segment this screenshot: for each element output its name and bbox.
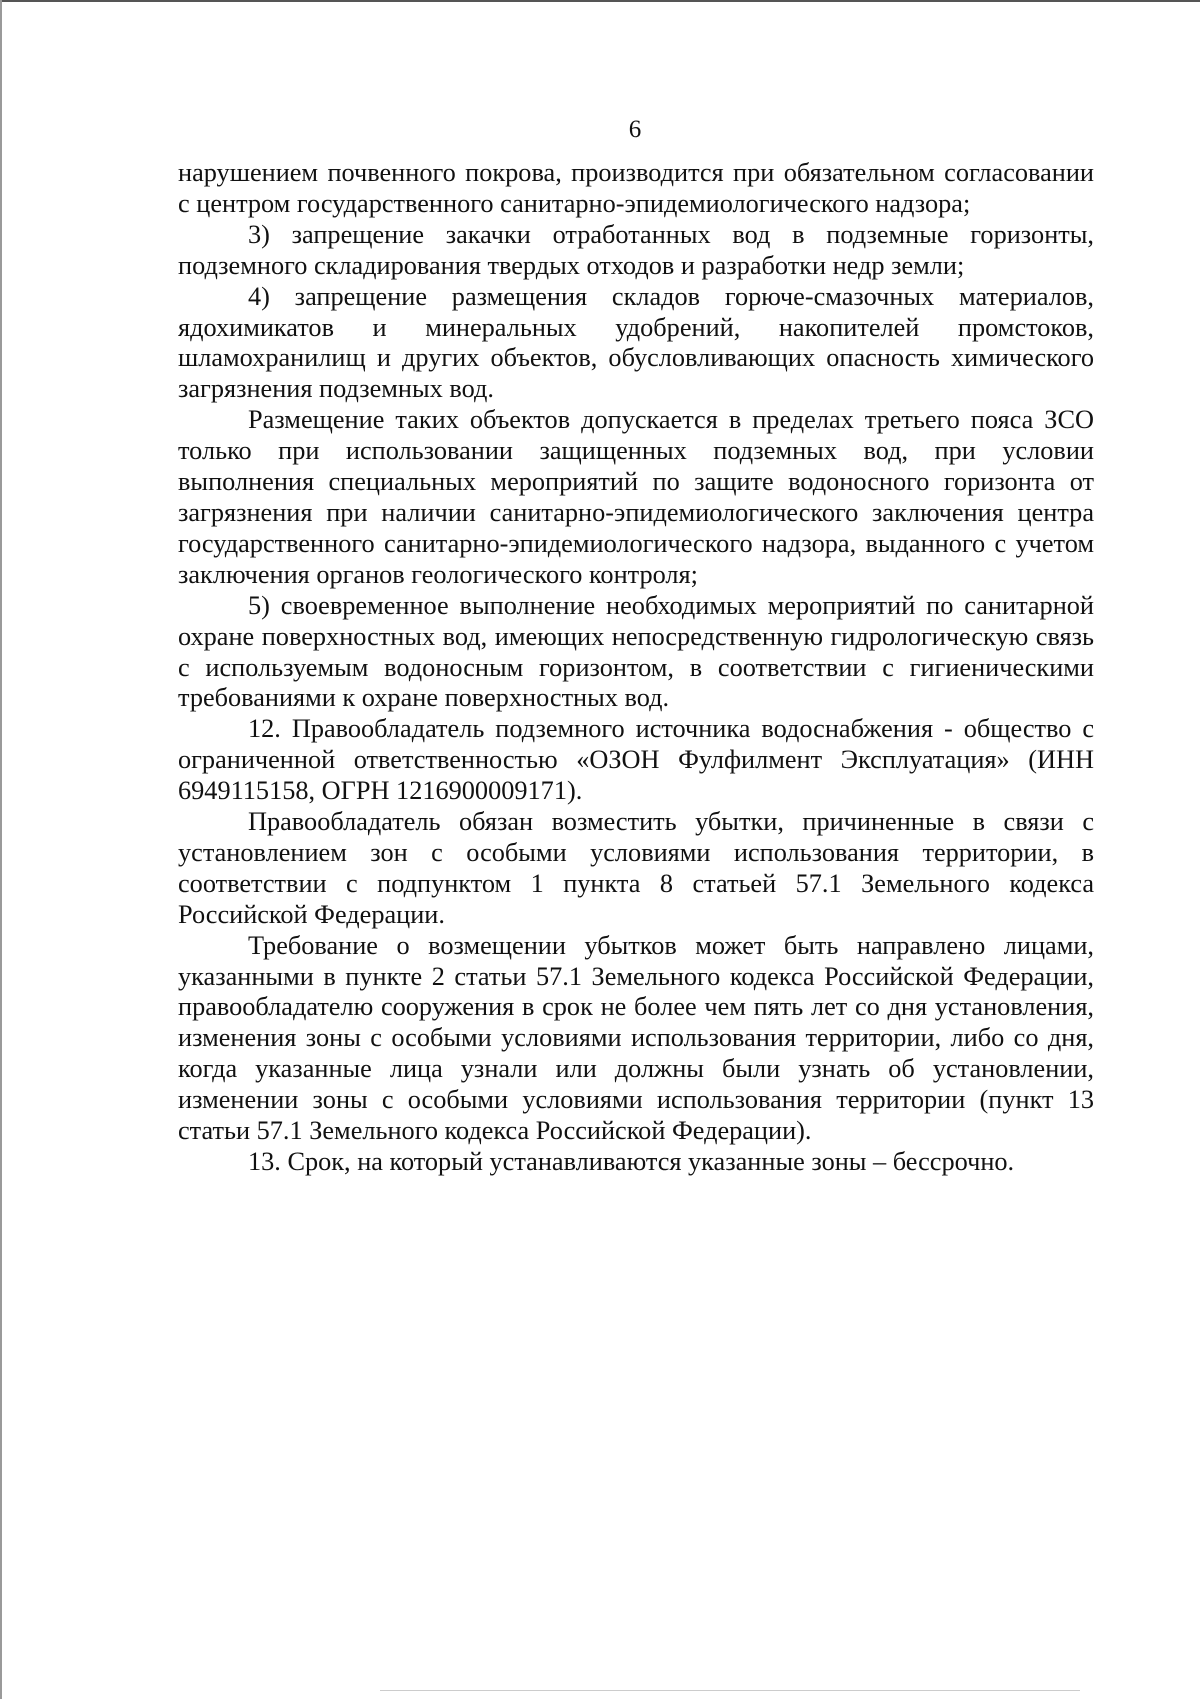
page-number: 6 bbox=[628, 116, 642, 143]
paragraph-item-3: 3) запрещение закачки отработанных вод в подземные горизонты, подземного складирования твердых отходов и разработки недр земли; bbox=[178, 219, 1094, 280]
scan-left-edge bbox=[0, 0, 2, 1699]
paragraph-item-4: 4) запрещение размещения складов горюче-смазочных материалов, ядохимикатов и минеральных удобрений, накопителей промстоков, шламохранилищ и других объектов, обусловливающих опасность химического загрязнения подземных вод. bbox=[178, 281, 1094, 404]
paragraph-item-5: 5) своевременное выполнение необходимых мероприятий по санитарной охране поверхностных вод, имеющих непосредственную гидрологическую связь с используемым водоносным горизонтом, в соответствии с гигиеническими требованиями к охране поверхностных вод. bbox=[178, 590, 1094, 713]
paragraph-item-12: 12. Правообладатель подземного источника водоснабжения - общество с ограниченной ответственностью «ОЗОН Фулфилмент Эксплуатация» (ИНН 6949115158, ОГРН 1216900009171). bbox=[178, 714, 1094, 806]
paragraph-compensation-request: Требование о возмещении убытков может быть направлено лицами, указанными в пункте 2 статьи 57.1 Земельного кодекса Российской Федерации, правообладателю сооружения в срок не более чем пять лет со дня установления, изменения зоны с особыми условиями использования территории, либо со дня, когда указанные лица узнали или должны были узнать об установлении, изменении зоны с особыми условиями использования территории (пункт 13 статьи 57.1 Земельного кодекса Российской Федерации). bbox=[178, 930, 1094, 1146]
paragraph-compensation-obligation: Правообладатель обязан возместить убытки, причиненные в связи с установлением зон с особыми условиями использования территории, в соответствии с подпунктом 1 пункта 8 статьей 57.1 Земельного кодекса Российской Федерации. bbox=[178, 807, 1094, 929]
scan-bottom-edge bbox=[380, 1690, 1080, 1691]
paragraph-continuation: нарушением почвенного покрова, производится при обязательном согласовании с центром государственного санитарно-эпидемиологического надзора; bbox=[178, 158, 1094, 218]
paragraph-item-13: 13. Срок, на который устанавливаются указанные зоны – бессрочно. bbox=[248, 1147, 1015, 1176]
paragraph-placement-conditions: Размещение таких объектов допускается в пределах третьего пояса ЗСО только при использовании защищенных подземных вод, при условии выполнения специальных мероприятий по защите водоносного горизонта от загрязнения при наличии санитарно-эпидемиологического заключения центра государственного санитарно-эпидемиологического надзора, выданного с учетом заключения органов геологического контроля; bbox=[178, 405, 1094, 589]
document-body bbox=[178, 158, 1094, 1178]
scan-top-edge bbox=[0, 0, 1200, 2]
